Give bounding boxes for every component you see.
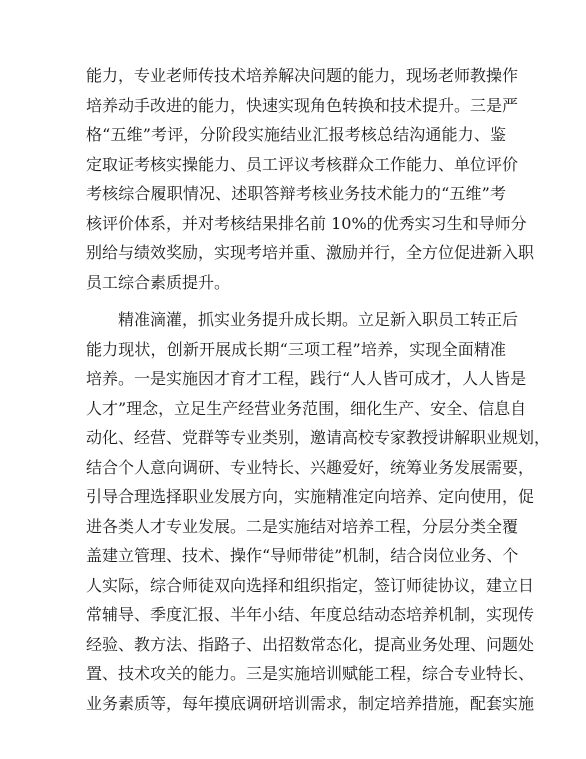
text-line: 业务素质等，每年摸底调研培训需求，制定培养措施，配套实施 [86, 693, 535, 713]
text-line: 引导合理选择职业发展方向，实施精准定向培养、定向使用，促 [86, 487, 535, 506]
paragraph-1 [86, 61, 535, 297]
text-line: 进各类人才专业发展。二是实施结对培养工程，分层分类全覆 [86, 516, 519, 536]
text-line: 人实际，综合师徒双向选择和组织指定，签订师徒协议，建立日 [86, 575, 535, 595]
document-body [86, 61, 551, 718]
text-line: 别给与绩效奖励，实现考培并重、激励并行，全方位促进新入职 [86, 243, 535, 262]
text-line: 定取证考核实操能力、员工评议考核群众工作能力、单位评价 [86, 154, 519, 174]
text-line: 核评价体系，并对考核结果排名前 10%的优秀实习生和导师分 [86, 213, 527, 233]
text-line: 常辅导、季度汇报、半年小结、年度总结动态培养机制，实现传 [86, 605, 535, 624]
text-line: 盖建立管理、技术、操作“导师带徒”机制，结合岗位业务、个 [86, 546, 519, 565]
text-line: 置、技术攻关的能力。三是实施培训赋能工程，综合专业特长、 [86, 664, 535, 683]
text-line: 动化、经营、党群等专业类别，邀请高校专家教授讲解职业规划， [86, 428, 551, 447]
text-line: 能力现状，创新开展成长期“三项工程”培养，实现全面精准 [86, 339, 506, 359]
text-line: 员工综合素质提升。 [86, 272, 231, 292]
text-line: 考核综合履职情况、述职答辩考核业务技术能力的“五维”考 [86, 184, 506, 203]
text-line: 结合个人意向调研、专业特长、兴趣爱好，统筹业务发展需要， [86, 457, 535, 477]
paragraph-2 [86, 305, 551, 718]
text-line: 经验、教方法、指路子、出招数常态化，提高业务处理、问题处 [86, 634, 535, 654]
text-line: 培养动手改进的能力，快速实现角色转换和技术提升。三是严 [86, 95, 519, 115]
text-line: 培养。一是实施因才育才工程，践行“人人皆可成才，人人皆是 [86, 369, 527, 388]
text-line: 人才”理念，立足生产经营业务范围，细化生产、安全、信息自 [86, 398, 527, 418]
text-line: 格“五维”考评，分阶段实施结业汇报考核总结沟通能力、鉴 [86, 125, 506, 144]
text-line: 能力，专业老师传技术培养解决问题的能力，现场老师教操作 [86, 66, 519, 85]
text-line: 精准滴灌，抓实业务提升成长期。立足新入职员工转正后 [86, 310, 519, 329]
